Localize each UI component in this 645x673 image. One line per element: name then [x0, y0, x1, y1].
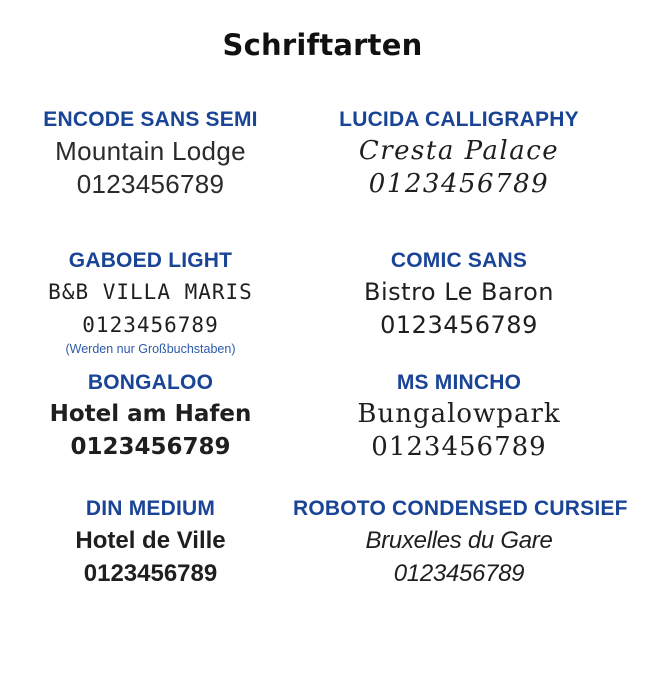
specimen-encode-sans-semi — [8, 104, 293, 245]
specimen-ms-mincho — [293, 367, 625, 493]
font-sample-text: Mountain Lodge — [55, 136, 246, 166]
specimen-comic-sans — [293, 245, 625, 367]
font-sample-digits: 0123456789 — [371, 432, 547, 462]
font-sample-digits: 0123456789 — [368, 169, 550, 199]
specimen-roboto-condensed-cursief — [293, 493, 628, 590]
font-sample-text: Bungalowpark — [357, 399, 561, 429]
font-overview-page — [0, 28, 645, 590]
font-sample-digits: 0123456789 — [76, 169, 225, 199]
font-sample-text: Bruxelles du Gare — [365, 527, 553, 554]
font-sample-digits: 0123456789 — [380, 311, 538, 339]
specimen-grid — [0, 104, 645, 590]
font-name: BONGALOO — [87, 371, 214, 394]
page-title: Schriftarten — [222, 28, 423, 62]
font-name: LUCIDA CALLIGRAPHY — [339, 108, 579, 131]
font-sample-text: Cresta Palace — [358, 136, 560, 166]
specimen-bongaloo — [8, 367, 293, 493]
font-sample-text: Hotel de Ville — [75, 527, 226, 554]
font-name: ENCODE SANS SEMI — [43, 108, 258, 131]
font-sample-digits: 0123456789 — [393, 560, 525, 587]
font-name: COMIC SANS — [390, 249, 528, 272]
font-name: MS MINCHO — [396, 371, 522, 394]
font-sample-text: Hotel am Hafen — [49, 401, 252, 427]
font-sample-digits: 0123456789 — [70, 434, 231, 460]
uppercase-only-note: (Werden nur Großbuchstaben) — [65, 342, 236, 356]
specimen-gaboed-light — [8, 245, 293, 367]
font-sample-digits: 0123456789 — [82, 313, 219, 337]
font-sample-text: B&B VILLA MARIS — [48, 280, 253, 304]
specimen-din-medium — [8, 493, 293, 590]
font-name: GABOED LIGHT — [68, 249, 233, 272]
font-name: ROBOTO CONDENSED CURSIEF — [293, 497, 628, 520]
font-sample-digits: 0123456789 — [83, 560, 218, 587]
specimen-lucida-calligraphy — [293, 104, 625, 245]
font-sample-text: Bistro Le Baron — [364, 278, 554, 306]
font-name: DIN MEDIUM — [85, 497, 216, 520]
